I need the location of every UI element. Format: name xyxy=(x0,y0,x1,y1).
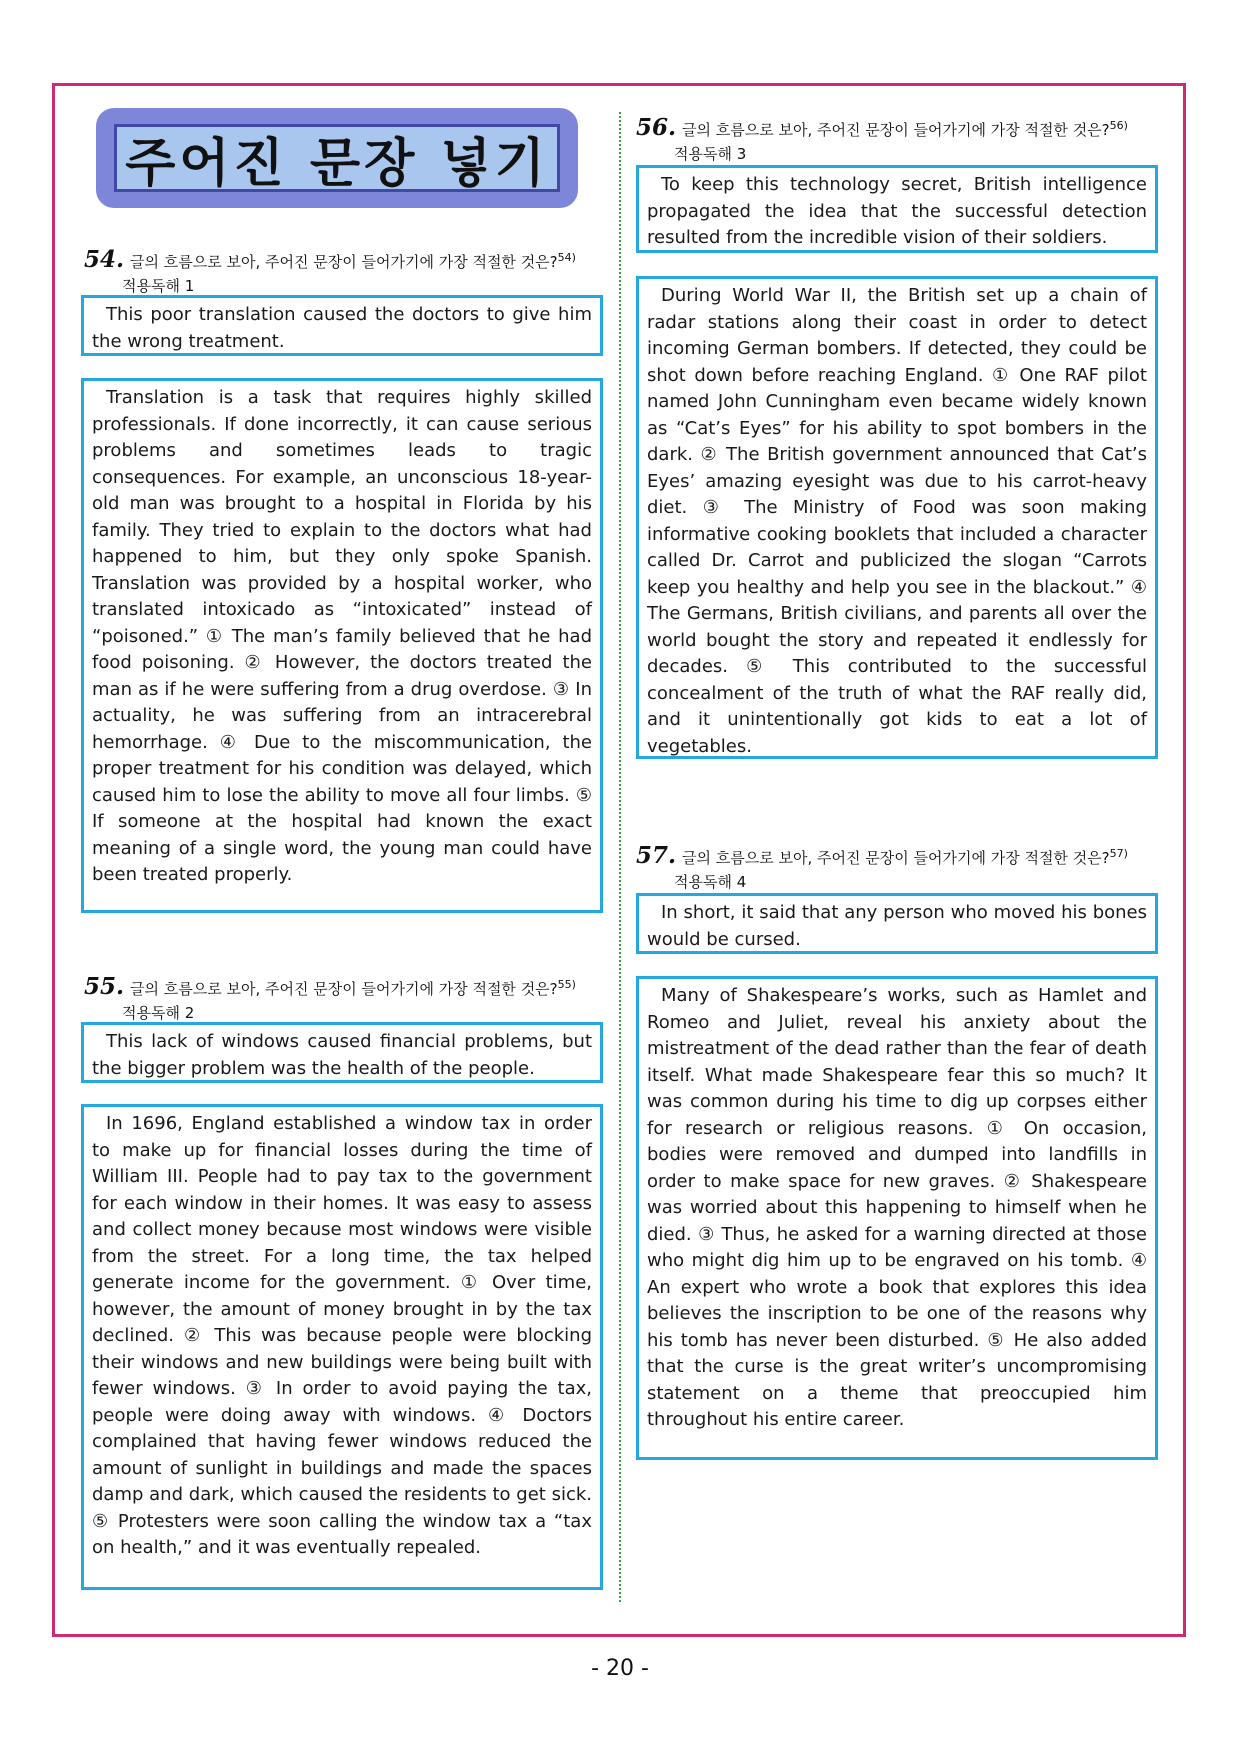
given-sentence-box xyxy=(81,1022,603,1083)
footnote-marker: 55) xyxy=(557,978,576,991)
passage-box xyxy=(81,1104,603,1590)
passage-box xyxy=(636,276,1158,759)
question-source: 적용독해 1 xyxy=(122,277,195,295)
given-sentence: This lack of windows caused financial problems, but the bigger problem was the health of the people. xyxy=(92,1031,592,1079)
passage-text: During World War II, the British set up a chain of radar stations along their coast in order to detect incoming German bombers. If detected, they could be shot down before reaching England. ① One RAF pilot named John Cunningham even became widely known as “Cat’s Eyes” for his ability to spot bombers in the dark. ② The British government announced that Cat’s Eyes’ amazing eyesight was due to his carrot-heavy diet. ③ The Ministry of Food was soon making informative cooking booklets that included a character called Dr. Carrot and publicized the slogan “Carrots keep you healthy and help you see in the blackout.” ④ The Germans, British civilians, and parents all over the world bought the story and repeated it endlessly for decades. ⑤ This contributed to the successful concealment of the truth of what the RAF really did, and it unintentionally got kids to eat a lot of vegetables. xyxy=(647,285,1147,757)
question-source: 적용독해 2 xyxy=(122,1004,195,1022)
question-56-heading xyxy=(636,114,1128,164)
passage-box xyxy=(636,976,1158,1460)
section-title-box xyxy=(114,124,560,192)
section-title-banner xyxy=(96,108,578,208)
passage-box xyxy=(81,378,603,913)
passage-text: Many of Shakespeare’s works, such as Hamlet and Romeo and Juliet, reveal his anxiety about the mistreatment of the dead rather than the fear of death itself. What made Shakespeare fear this so much? It was common during his time to dig up corpses either for research or religious reasons. ① On occasion, bodies were removed and dumped into landfills in order to make space for new graves. ② Shakespeare was worried about this happening to himself when he died. ③ Thus, he asked for a warning directed at those who might dig him up to be engraved on his tomb. ④ An expert who wrote a book that explores this idea believes the inscription to be one of the reasons why his tomb has never been disturbed. ⑤ He also added that the curse is the great writer’s uncompromising statement on a theme that preoccupied him throughout his entire career. xyxy=(647,985,1147,1430)
given-sentence: To keep this technology secret, British intelligence propagated the idea that the successful detection resulted from the incredible vision of their soldiers. xyxy=(647,174,1147,248)
given-sentence-box xyxy=(636,893,1158,954)
question-source: 적용독해 3 xyxy=(674,145,747,163)
question-prompt: 글의 흐름으로 보아, 주어진 문장이 들어가기에 가장 적절한 것은? xyxy=(130,980,558,998)
question-number: 57. xyxy=(636,842,677,869)
page-number: - 20 - xyxy=(591,1656,649,1681)
question-number: 55. xyxy=(84,973,125,1000)
question-55-heading xyxy=(84,973,576,1023)
question-number: 54. xyxy=(84,246,125,273)
footnote-marker: 54) xyxy=(557,251,576,264)
footnote-marker: 56) xyxy=(1109,119,1128,132)
column-divider xyxy=(619,112,621,1602)
passage-text: In 1696, England established a window tax in order to make up for financial losses during the time of William III. People had to pay tax to the government for each window in their homes. It was easy to assess and collect money because most windows were visible from the street. For a long time, the tax helped generate income for the government. ① Over time, however, the amount of money brought in by the tax declined. ② This was because people were blocking their windows and new buildings were being built with fewer windows. ③ In order to avoid paying the tax, people were doing away with windows. ④ Doctors complained that having fewer windows reduced the amount of sunlight in buildings and made the spaces damp and dark, which caused the residents to get sick. ⑤ Protesters were soon calling the window tax a “tax on health,” and it was eventually repealed. xyxy=(92,1113,592,1558)
question-prompt: 글의 흐름으로 보아, 주어진 문장이 들어가기에 가장 적절한 것은? xyxy=(682,849,1110,867)
footnote-marker: 57) xyxy=(1109,847,1128,860)
question-prompt: 글의 흐름으로 보아, 주어진 문장이 들어가기에 가장 적절한 것은? xyxy=(130,253,558,271)
given-sentence-box xyxy=(81,295,603,356)
question-54-heading xyxy=(84,246,576,296)
given-sentence: This poor translation caused the doctors to give him the wrong treatment. xyxy=(92,304,592,352)
section-title: 주어진 문장 넣기 xyxy=(125,133,549,194)
question-source: 적용독해 4 xyxy=(674,873,747,891)
question-prompt: 글의 흐름으로 보아, 주어진 문장이 들어가기에 가장 적절한 것은? xyxy=(682,121,1110,139)
passage-text: Translation is a task that requires highly skilled professionals. If done incorrectly, it can cause serious problems and sometimes leads to tragic consequences. For example, an unconscious 18-year-old man was brought to a hospital in Florida by his family. They tried to explain to the doctors what had happened to him, but they only spoke Spanish. Translation was provided by a hospital worker, who translated intoxicado as “intoxicated” instead of “poisoned.” ① The man’s family believed that he had food poisoning. ② However, the doctors treated the man as if he were suffering from a drug overdose. ③ In actuality, he was suffering from an intracerebral hemorrhage. ④ Due to the miscommunication, the proper treatment for his condition was delayed, which caused him to lose the ability to move all four limbs. ⑤ If someone at the hospital had known the exact meaning of a single word, the young man could have been treated properly. xyxy=(92,387,592,885)
question-57-heading xyxy=(636,842,1128,892)
question-number: 56. xyxy=(636,114,677,141)
given-sentence: In short, it said that any person who moved his bones would be cursed. xyxy=(647,902,1147,950)
given-sentence-box xyxy=(636,165,1158,253)
